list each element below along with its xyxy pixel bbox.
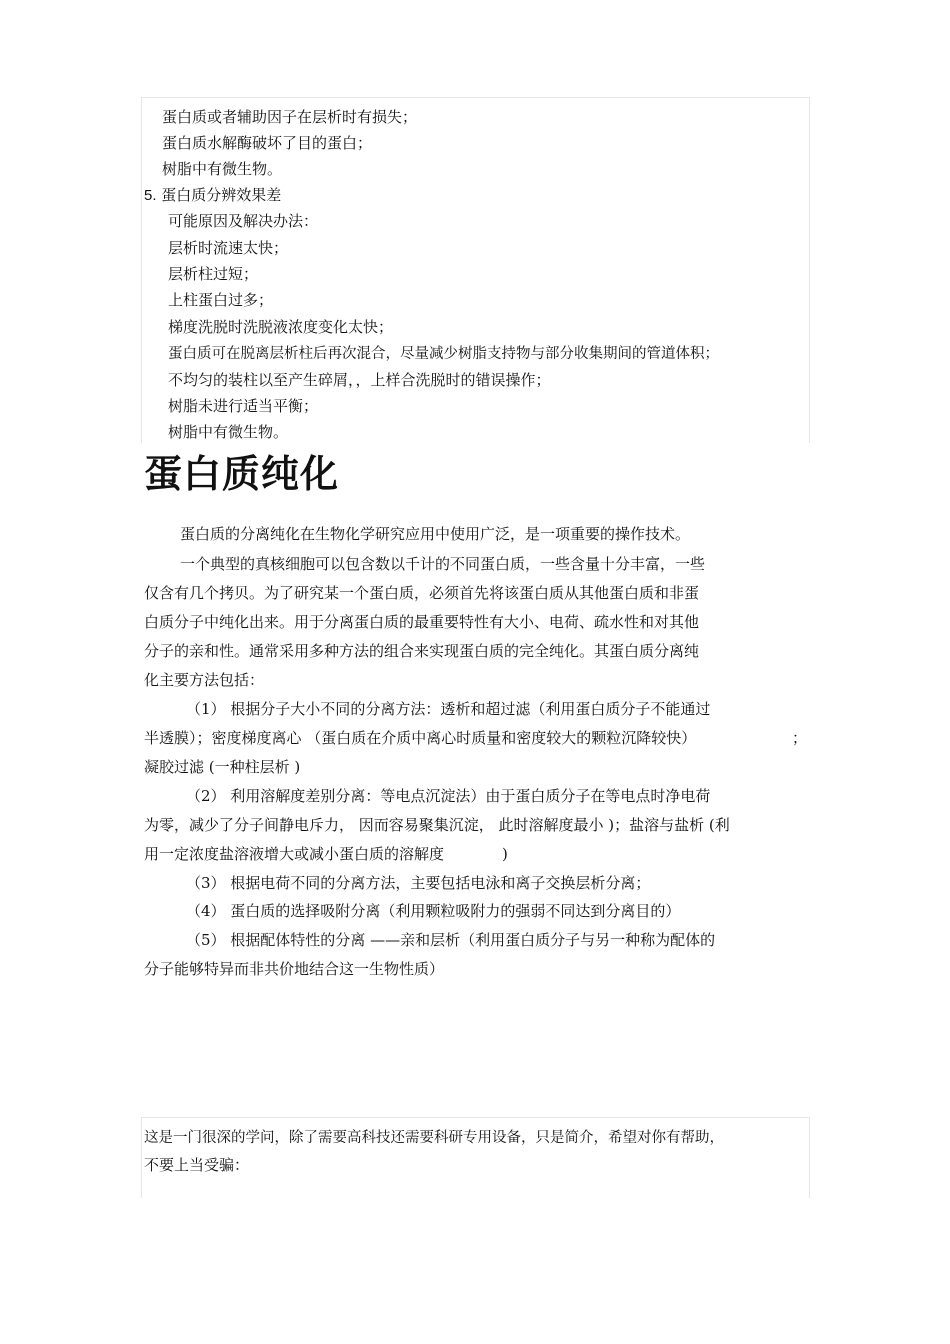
list-item-5 xyxy=(144,185,281,206)
text-line: 蛋白质可在脱离层析柱后再次混合，尽量减少树脂支持物与部分收集期间的管道体积； xyxy=(168,346,719,362)
list-number: 5. xyxy=(144,187,157,204)
text-line: 梯度洗脱时洗脱液浓度变化太快； xyxy=(168,318,394,336)
method-1-line: ； xyxy=(792,729,808,747)
method-1-line: 凝胶过滤 (一种柱层析 ) xyxy=(144,758,301,776)
text-line: 上柱蛋白过多； xyxy=(168,291,274,309)
text-line: 树脂未进行适当平衡； xyxy=(168,397,319,415)
closing-line: 这是一门很深的学问，除了需要高科技还需要科研专用设备，只是简介，希望对你有帮助， xyxy=(144,1130,724,1146)
method-2-line: 用一定浓度盐溶液增大或减小蛋白质的溶解度 xyxy=(144,845,445,863)
method-2-line: ) xyxy=(502,845,508,863)
text-line: 层析柱过短； xyxy=(168,265,259,283)
closing-line: 不要上当受骗： xyxy=(144,1156,250,1174)
text-line: 蛋白质水解酶破坏了目的蛋白； xyxy=(162,134,373,152)
paragraph-line: 化主要方法包括： xyxy=(144,671,265,689)
list-item-title: 蛋白质分辨效果差 xyxy=(161,186,282,204)
paragraph-line: 蛋白质的分离纯化在生物化学研究应用中使用广泛，是一项重要的操作技术。 xyxy=(180,525,691,543)
paragraph-line: 白质分子中纯化出来。用于分离蛋白质的最重要特性有大小、电荷、疏水性和对其他 xyxy=(144,613,700,631)
text-line: 蛋白质或者辅助因子在层析时有损失； xyxy=(162,108,418,126)
paragraph-line: 分子的亲和性。通常采用多种方法的组合来实现蛋白质的完全纯化。其蛋白质分离纯 xyxy=(144,642,700,660)
method-3-line: （3） 根据电荷不同的分离方法，主要包括电泳和离子交换层析分离； xyxy=(186,874,651,892)
method-2-line: （2） 利用溶解度差别分离：等电点沉淀法）由于蛋白质分子在等电点时净电荷 xyxy=(186,787,711,805)
method-1-line: 半透膜）；密度梯度离心 （蛋白质在介质中离心时质量和密度较大的颗粒沉降较快） xyxy=(144,729,697,747)
method-4-line: （4） 蛋白质的选择吸附分离（利用颗粒吸附力的强弱不同达到分离目的） xyxy=(186,902,681,920)
page-heading: 蛋白质纯化 xyxy=(144,452,340,496)
method-5-line: （5） 根据配体特性的分离 ——亲和层析（利用蛋白质分子与另一种称为配体的 xyxy=(186,931,716,949)
text-line: 树脂中有微生物。 xyxy=(162,160,283,178)
text-line: 可能原因及解决办法： xyxy=(168,212,319,230)
method-5-line: 分子能够特异而非共价地结合这一生物性质） xyxy=(144,960,445,978)
method-2-line: 为零，减少了分子间静电斥力， 因而容易聚集沉淀， 此时溶解度最小 )；盐溶与盐析 (利 xyxy=(144,816,730,834)
text-line: 不均匀的装柱以至产生碎屑，，上样合洗脱时的错误操作； xyxy=(168,371,551,389)
text-line: 层析时流速太快； xyxy=(168,239,289,257)
paragraph-line: 一个典型的真核细胞可以包含数以千计的不同蛋白质，一些含量十分丰富，一些 xyxy=(180,555,706,573)
method-1-line: （1） 根据分子大小不同的分离方法：透析和超过滤（利用蛋白质分子不能通过 xyxy=(186,700,711,718)
text-line: 树脂中有微生物。 xyxy=(168,423,289,441)
paragraph-line: 仅含有几个拷贝。为了研究某一个蛋白质，必须首先将该蛋白质从其他蛋白质和非蛋 xyxy=(144,584,700,602)
